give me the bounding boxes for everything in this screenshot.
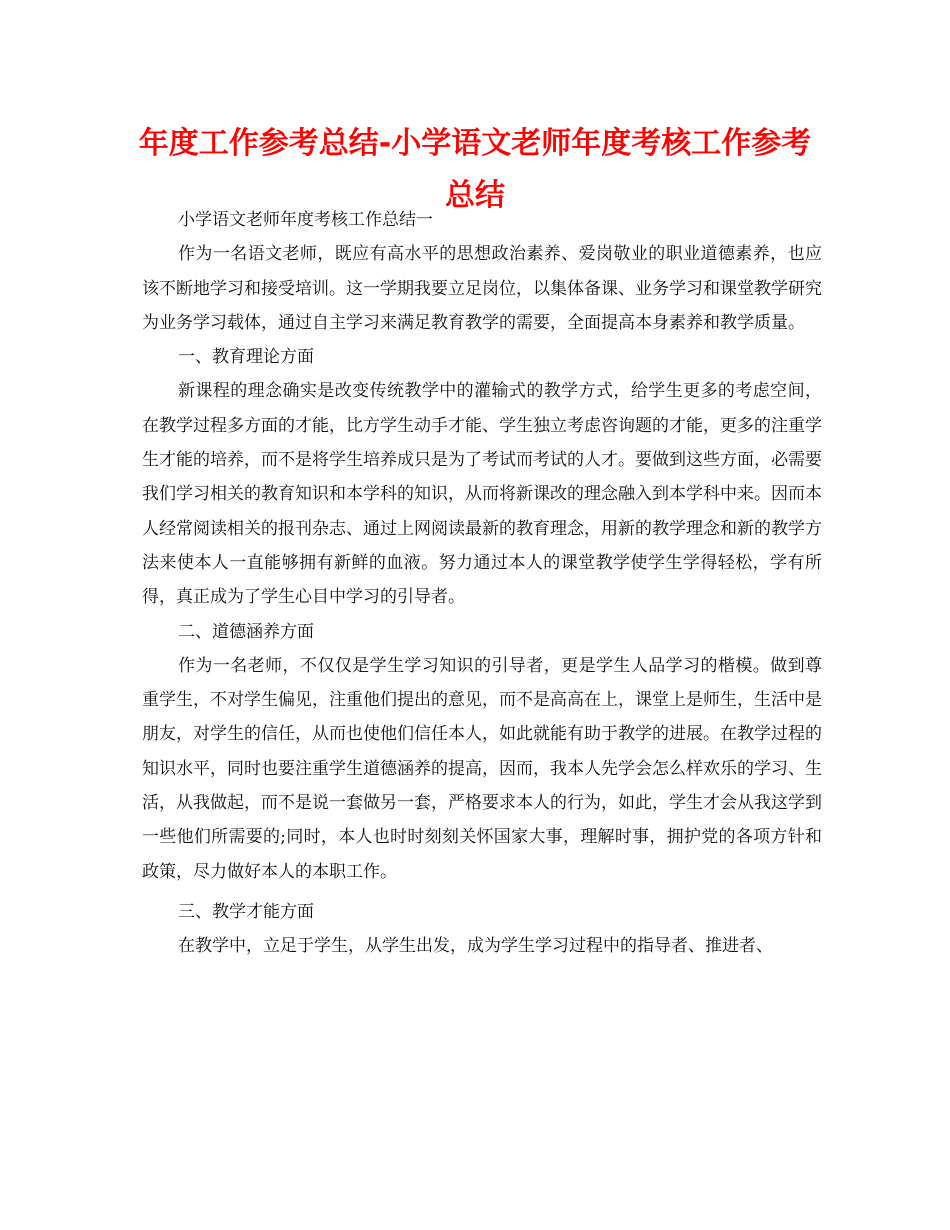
section-heading-teaching: 三、教学才能方面 <box>178 901 314 922</box>
section-text-teaching: 在教学中，立足于学生，从学生出发，成为学生学习过程中的指导者、推进者、 <box>178 936 773 957</box>
intro-paragraph: 作为一名语文老师，既应有高水平的思想政治素养、爱岗敬业的职业道德素养，也应该不断地学习和接受培训。这一学期我要立足岗位，以集体备课、业务学习和课堂教学研究为业务学习载体，通过自主学习来满足教育教学的需要，全面提高本身素养和教学质量。 <box>142 244 822 333</box>
document-body <box>142 203 822 964</box>
document-subtitle: 小学语文老师年度考核工作总结一 <box>178 210 433 230</box>
section-text-theory: 新课程的理念确实是改变传统教学中的灌输式的教学方式，给学生更多的考虑空间，在教学过程多方面的才能，比方学生动手才能、学生独立考虑咨询题的才能，更多的注重学生才能的培养，而不是将学生培养成只是为了考试而考试的人才。要做到这些方面，必需要我们学习相关的教育知识和本学科的知识，从而将新课改的理念融入到本学科中来。因而本人经常阅读相关的报刊杂志、通过上网阅读最新的教育理念，用新的教学理念和新的教学方法来使本人一直能够拥有新鲜的血液。努力通过本人的课堂教学使学生学得轻松，学有所得，真正成为了学生心目中学习的引导者。 <box>142 381 822 608</box>
section-heading-theory: 一、教育理论方面 <box>178 347 314 368</box>
section-heading-morality: 二、道德涵养方面 <box>178 621 314 642</box>
section-text-morality: 作为一名老师，不仅仅是学生学习知识的引导者，更是学生人品学习的楷模。做到尊重学生，不对学生偏见，注重他们提出的意见，而不是高高在上，课堂上是师生，生活中是朋友，对学生的信任，从而也使他们信任本人，如此就能有助于教学的进展。在教学过程的知识水平，同时也要注重学生道德涵养的提高，因而，我本人先学会怎么样欢乐的学习、生活，从我做起，而不是说一套做另一套，严格要求本人的行为，如此，学生才会从我这学到一些他们所需要的;同时，本人也时时刻刻关怀国家大事，理解时事，拥护党的各项方针和政策，尽力做好本人的本职工作。 <box>142 655 822 882</box>
document-title: 年度工作参考总结-小学语文老师年度考核工作参考总结 <box>138 126 812 213</box>
